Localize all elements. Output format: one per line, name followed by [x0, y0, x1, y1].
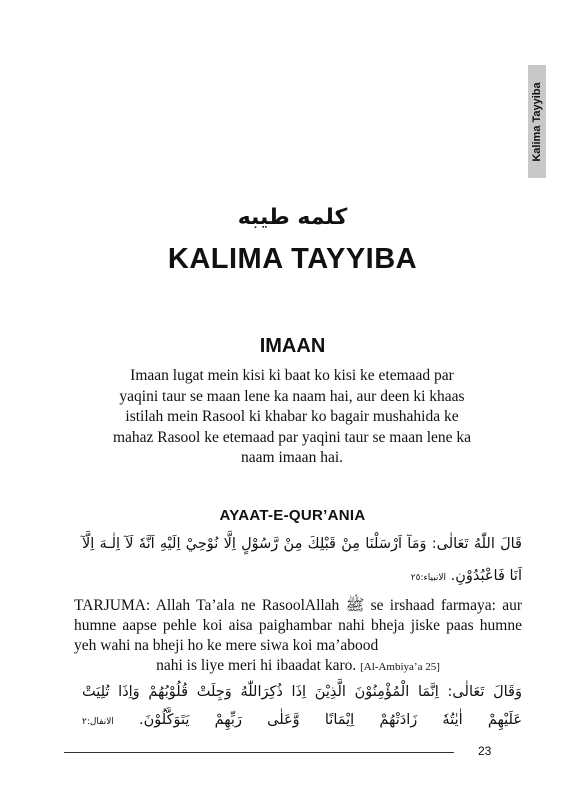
tarjuma-paragraph — [74, 596, 522, 677]
verse2-reference: الانفال:٢ — [82, 717, 114, 727]
verse2-line2-block — [82, 712, 522, 728]
verse1-line1: قَالَ اللّٰهُ تَعَالٰى: وَمَآ اَرْسَلْنَا مِنْ قَبْلِكَ مِنْ رَّسُوْلٍ اِلَّا نُوْحِيْ اِلَيْهِ اَنَّهٗ لَآ اِلٰـهَ اِلَّآ — [82, 536, 522, 552]
tarjuma-last-text: nahi is liye meri hi ibaadat karo. — [156, 657, 357, 674]
verse1-line2-block — [220, 568, 522, 584]
verse1-reference: الانبياء:٢٥ — [410, 573, 447, 583]
arabic-title: كلمه طيبه — [237, 205, 348, 230]
imaan-heading: IMAAN — [259, 335, 326, 357]
footer-divider — [64, 752, 454, 753]
tarjuma-last-line — [74, 656, 522, 677]
tarjuma-main-text: TARJUMA: Allah Ta’ala ne RasoolAllah ﷺ se irshaad farmaya: aur humne aapse pehle koi aisa paighambar nahi bheja jiske paas humne yeh wahi na bheji ho ke mere siwa koi ma’abood — [74, 597, 522, 654]
chapter-side-tab — [528, 65, 546, 178]
ayaat-heading: AYAAT-E-QUR’ANIA — [219, 507, 366, 524]
verse1-line2: اَنَا فَاعْبُدُوْنِ. — [450, 568, 522, 584]
verse2-line2: عَلَيْهِمْ اٰيٰتُهٗ زَادَتْهُمْ اِيْمَانًا وَّعَلٰى رَبِّهِمْ يَتَوَكَّلُوْنَ. — [139, 712, 522, 728]
chapter-side-tab-label: Kalima Tayyiba — [531, 81, 543, 162]
page-number: 23 — [478, 744, 492, 758]
verse2-line1: وَقَالَ تَعَالٰى: اِنَّمَا الْمُؤْمِنُوْنَ الَّذِيْنَ اِذَا ذُكِرَاللّٰهُ وَجِلَتْ قُلُوْبُهُمْ وَاِذَا تُلِيَتْ — [82, 684, 522, 700]
page-title: KALIMA TAYYIBA — [167, 243, 418, 275]
imaan-paragraph: Imaan lugat mein kisi ki baat ko kisi ke etemaad par yaqini taur se maan lene ka naam hai, aur deen ki khaas istilah mein Rasool ki khabar ko bagair mushahida ke mahaz Rasool ke etemaad par yaqini taur se maan lene ka naam imaan hai. — [112, 367, 472, 466]
tarjuma-reference: [Al-Ambiya’a 25] — [360, 661, 440, 673]
